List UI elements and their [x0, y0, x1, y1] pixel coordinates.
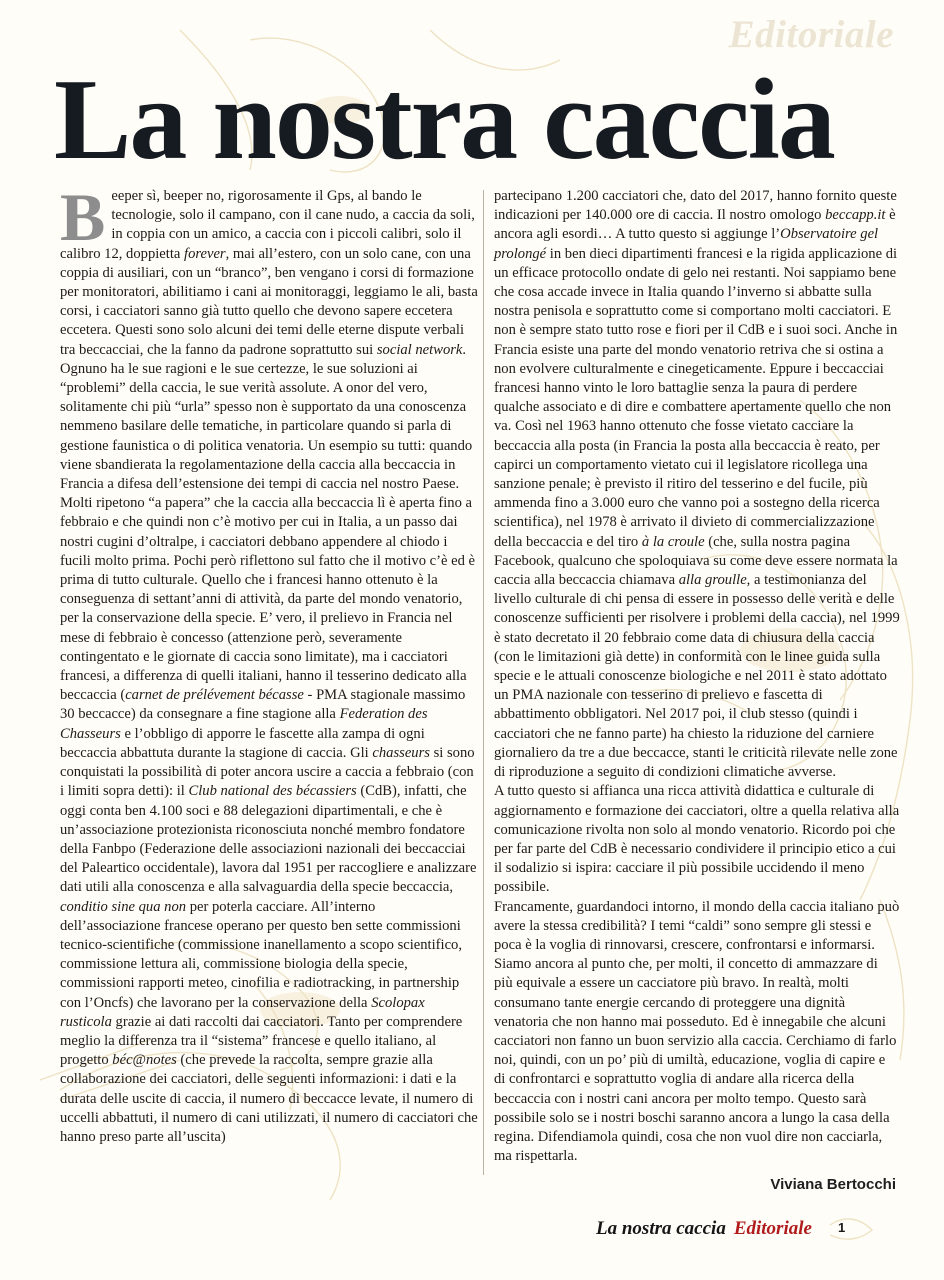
left_column-text-run: e l’obbligo di apporre le fascette alla zampa di ogni beccaccia abbattuta durante la stagione di caccia. Gli — [60, 725, 425, 761]
article-right-column — [494, 187, 900, 1166]
left_column-italic-run: Club national des bécassiers — [188, 783, 357, 800]
left-paragraph — [60, 179, 478, 1147]
section-tag: Editoriale — [728, 13, 894, 56]
right_column-text-run: (che, sulla nostra pagina Facebook, qualcuno che spoloquiava su come deve essere normata la caccia alla beccaccia chiamava — [494, 533, 898, 589]
footer-magazine-name: La nostra caccia — [596, 1218, 726, 1239]
article-left-column — [60, 179, 478, 1147]
left_column-text-run: , mai all’estero, con un solo cane, con una coppia di ausiliari, con un “branco”, ben vengano i corsi di formazione per monitoratori, abilitiamo i cani ai monitoraggi, leggiamo le ali, basta corsi, i cacciatori sanno già tutto quello che devono sapere eccetera eccetera. Questi sono solo alcuni dei temi delle eterne dispute verbali tra beccacciai, che la fanno da padrone soprattutto sui — [60, 245, 478, 358]
right_column-text-run: in ben dieci dipartimenti francesi e la rigida applicazione di un efficace protocollo ondate di gelo nei restanti. Noi sappiamo bene che cosa accade invece in Italia quando l’inverno si abbatte sulla nostra penisola e soprattutto come si comportano molti cacciatori. E non è sempre stato tutto rose e fiori per il CdB e i suoi soci. Anche in Francia esiste una parte del mondo venatorio retriva che si ostina a non evolvere culturalmente e cinegeticamente. Eppure i beccacciai francesi hanno vinto le loro battaglie senza la paura di perdere qualche associato e di dire e combattere apertamente quello che non va. Così nel 1963 hanno ottenuto che fosse vietato cacciare la beccaccia alla posta (in Francia la posta alla beccaccia è reato, per capirci un comportamento vietato cui il legislatore ricollega una sanzione penale; è previsto il ritiro del tesserino e del fucile, più ammenda fino a 3.000 euro che vanno poi a sostegno della ricerca scientifica), nel 1978 è arrivato il divieto di commercializzazione della beccaccia e del tiro — [494, 245, 898, 550]
left_column-text-run: (CdB), infatti, che oggi conta ben 4.100 soci e 88 delegazioni dipartimentali, e che è un’associazione protezionista riconosciuta nonché membro fondatore della Fanbpo (Federazione delle associazioni nazionali dei beccacciai del Paleartico occidentale), lavora dal 1951 per raccogliere e analizzare dati utili alla conoscenza e alla salvaguardia della specie beccaccia, — [60, 783, 477, 896]
right_column-italic-run: Observatoire gel prolongé — [494, 226, 879, 262]
right_column-italic-run: beccapp.it — [825, 207, 886, 224]
left_column-italic-run: béc@notes — [112, 1052, 177, 1069]
right_column-text-run: partecipano 1.200 cacciatori che, dato del 2017, hanno fornito queste indicazioni per 140.000 ore di caccia. Il nostro omologo — [494, 188, 897, 224]
author-name: Viviana Bertocchi — [770, 1176, 896, 1193]
left_column-text-run: si sono conquistati la possibilità di poter ancora uscire a caccia a febbraio (con i limiti sopra detti): il — [60, 744, 475, 800]
column-divider — [483, 190, 484, 1175]
right_column-italic-run: à la croule — [641, 533, 705, 550]
page-title: La nostra caccia — [54, 56, 834, 184]
page-number: 1 — [838, 1220, 846, 1235]
right_column-text-run: è ancora agli esordi… A tutto questo si aggiunge l’ — [494, 207, 896, 243]
left_column-italic-run: carnet de prélévement bécasse — [125, 687, 304, 704]
left_column-italic-run: forever — [184, 245, 226, 262]
left_column-text-run: - PMA stagionale massimo 30 beccacce) da consegnare a fine stagione alla — [60, 687, 466, 723]
left_column-italic-run: Federation des Chasseurs — [60, 706, 428, 742]
drop-cap: B — [60, 179, 106, 255]
left_column-text-run: eeper sì, beeper no, rigorosamente il Gps, al bando le tecnologie, solo il campano, con il cane nudo, a caccia da soli, in coppia con un amico, a caccia con i piccoli calibri, solo il calibro 12, doppietta — [60, 188, 475, 262]
right_column-text-run: , a testimonianza del livello culturale di chi pensa di essere in possesso delle verità e delle conoscenze sufficienti per risolvere i problemi della caccia), nel 1999 è stato decretato il 20 febbraio come data di chiusura della caccia (con le limitazioni già dette) in conformità con le linee guida sulla specie e le attuali conoscenze biologiche e nel 2011 è stato adottato un PMA nazionale con tesserino di prelievo e fascetta di abbattimento obbligatori. Nel 2017 poi, il club stesso (quindi i cacciatori che ne fanno parte) ha chiesto la riduzione del carniere giornaliero da tre a due beccacce, stanti le criticità rilevate nelle zone di riproduzione a seguito di condizioni climatiche avverse. — [494, 572, 900, 781]
left_column-italic-run: chasseurs — [372, 744, 430, 761]
right_column-italic-run: alla groulle — [678, 572, 747, 589]
footer-running-title — [596, 1218, 812, 1240]
left_column-italic-run: Scolopax rusticola — [60, 994, 425, 1030]
left_column-text-run: . Ognuno ha le sue ragioni e le sue certezze, le sue soluzioni ai “problemi” della caccia, le sue verità assolute. A onor del vero, solitamente chi più “urla” spesso non è supportato da una conoscenza nemmeno basilare delle tematiche, in particolare quando si parla di gestione faunistica o di politica venatoria. Un esempio su tutti: quando viene sbandierata la regolamentazione della caccia alla beccaccia in Francia a difesa dell’estensione dei tempi di caccia nel nostro Paese. Molti ripetono “a papera” che la caccia alla beccaccia lì è aperta fino a febbraio e che quindi non c’è motivo per cui in Italia, a un passo dai nostri cugini d’oltralpe, i cacciatori debbano appendere al chiodo i fucili molto prima. Pochi però riflettono sul fatto che il motivo c’è ed è prima di tutto culturale. Quello che i francesi hanno ottenuto è la conseguenza di settant’anni di attività, da parte del mondo venatorio, per la conservazione della specie. E’ vero, il prelievo in Francia nel mese di febbraio è concesso (attenzione però, severamente contingentato e le giornate di caccia sono limitate), ma i cacciatori francesi, a differenza di quelli italiani, hanno il tesserino dedicato alla beccaccia ( — [60, 341, 476, 704]
left_column-text-run: per poterla cacciare. All’interno dell’associazione francese operano per questo ben sette commissioni tecnico-scientifiche (commissione inanellamento a scopo scientifico, commissione lettura ali, commissione biologia della specie, commissioni rapporti meteo, cinofilia e radiotracking, in partnership con l’Oncfs) che lavorano per la conservazione della — [60, 898, 462, 1011]
right_column-text-run: A tutto questo si affianca una ricca attività didattica e culturale di aggiornamento e formazione dei cacciatori, oltre a quella relativa alla comunicazione rivolta non solo al mondo venatorio. Ricordo poi che per far parte del CdB è necessario condividere il principio etico a cui il sodalizio si ispira: cacciare il più possibile uccidendo il meno possibile. — [494, 783, 900, 896]
left_column-text-run: grazie ai dati raccolti dai cacciatori. Tanto per comprendere meglio la differenza tra il “sistema” francese e quello italiano, al progetto — [60, 1013, 463, 1069]
right-paragraph — [494, 187, 900, 1166]
right_column-text-run: Francamente, guardandoci intorno, il mondo della caccia italiano può avere la stessa credibilità? I temi “caldi” sono sempre gli stessi e poca è la voglia di rinnovarsi, crescere, confrontarsi e informarsi. Siamo ancora al punto che, per molti, il concetto di ammazzare di più equivale a essere un cacciatore più bravo. In realtà, molti consumano tante energie cercando di proteggere una dignità venatoria che non hanno mai posseduto. Ed è innegabile che alcuni cacciatori non fanno un buon servizio alla caccia. Cerchiamo di farlo noi, quindi, con un po’ più di umiltà, educazione, voglia di capire e di confrontarci e soprattutto voglia di andare alla ricerca della beccaccia con i nostri cani ancora per molto tempo. Questo sarà possibile solo se i nostri boschi saranno ancora a lungo la casa della regina. Difendiamola quindi, cosa che non vuol dire non cacciarla, ma rispettarla. — [494, 898, 900, 1165]
left_column-text-run: (che prevede la raccolta, sempre grazie alla collaborazione dei cacciatori, delle seguenti informazioni: i dati e la durata delle uscite di caccia, il numero di beccacce levate, il numero di uccelli abbattuti, il numero di cani utilizzati, il numero di cacciatori che hanno preso parte all’uscita) — [60, 1052, 478, 1145]
left_column-italic-run: social network — [376, 341, 463, 358]
footer-section-name: Editoriale — [733, 1218, 812, 1239]
left_column-italic-run: conditio sine qua non — [60, 898, 187, 915]
